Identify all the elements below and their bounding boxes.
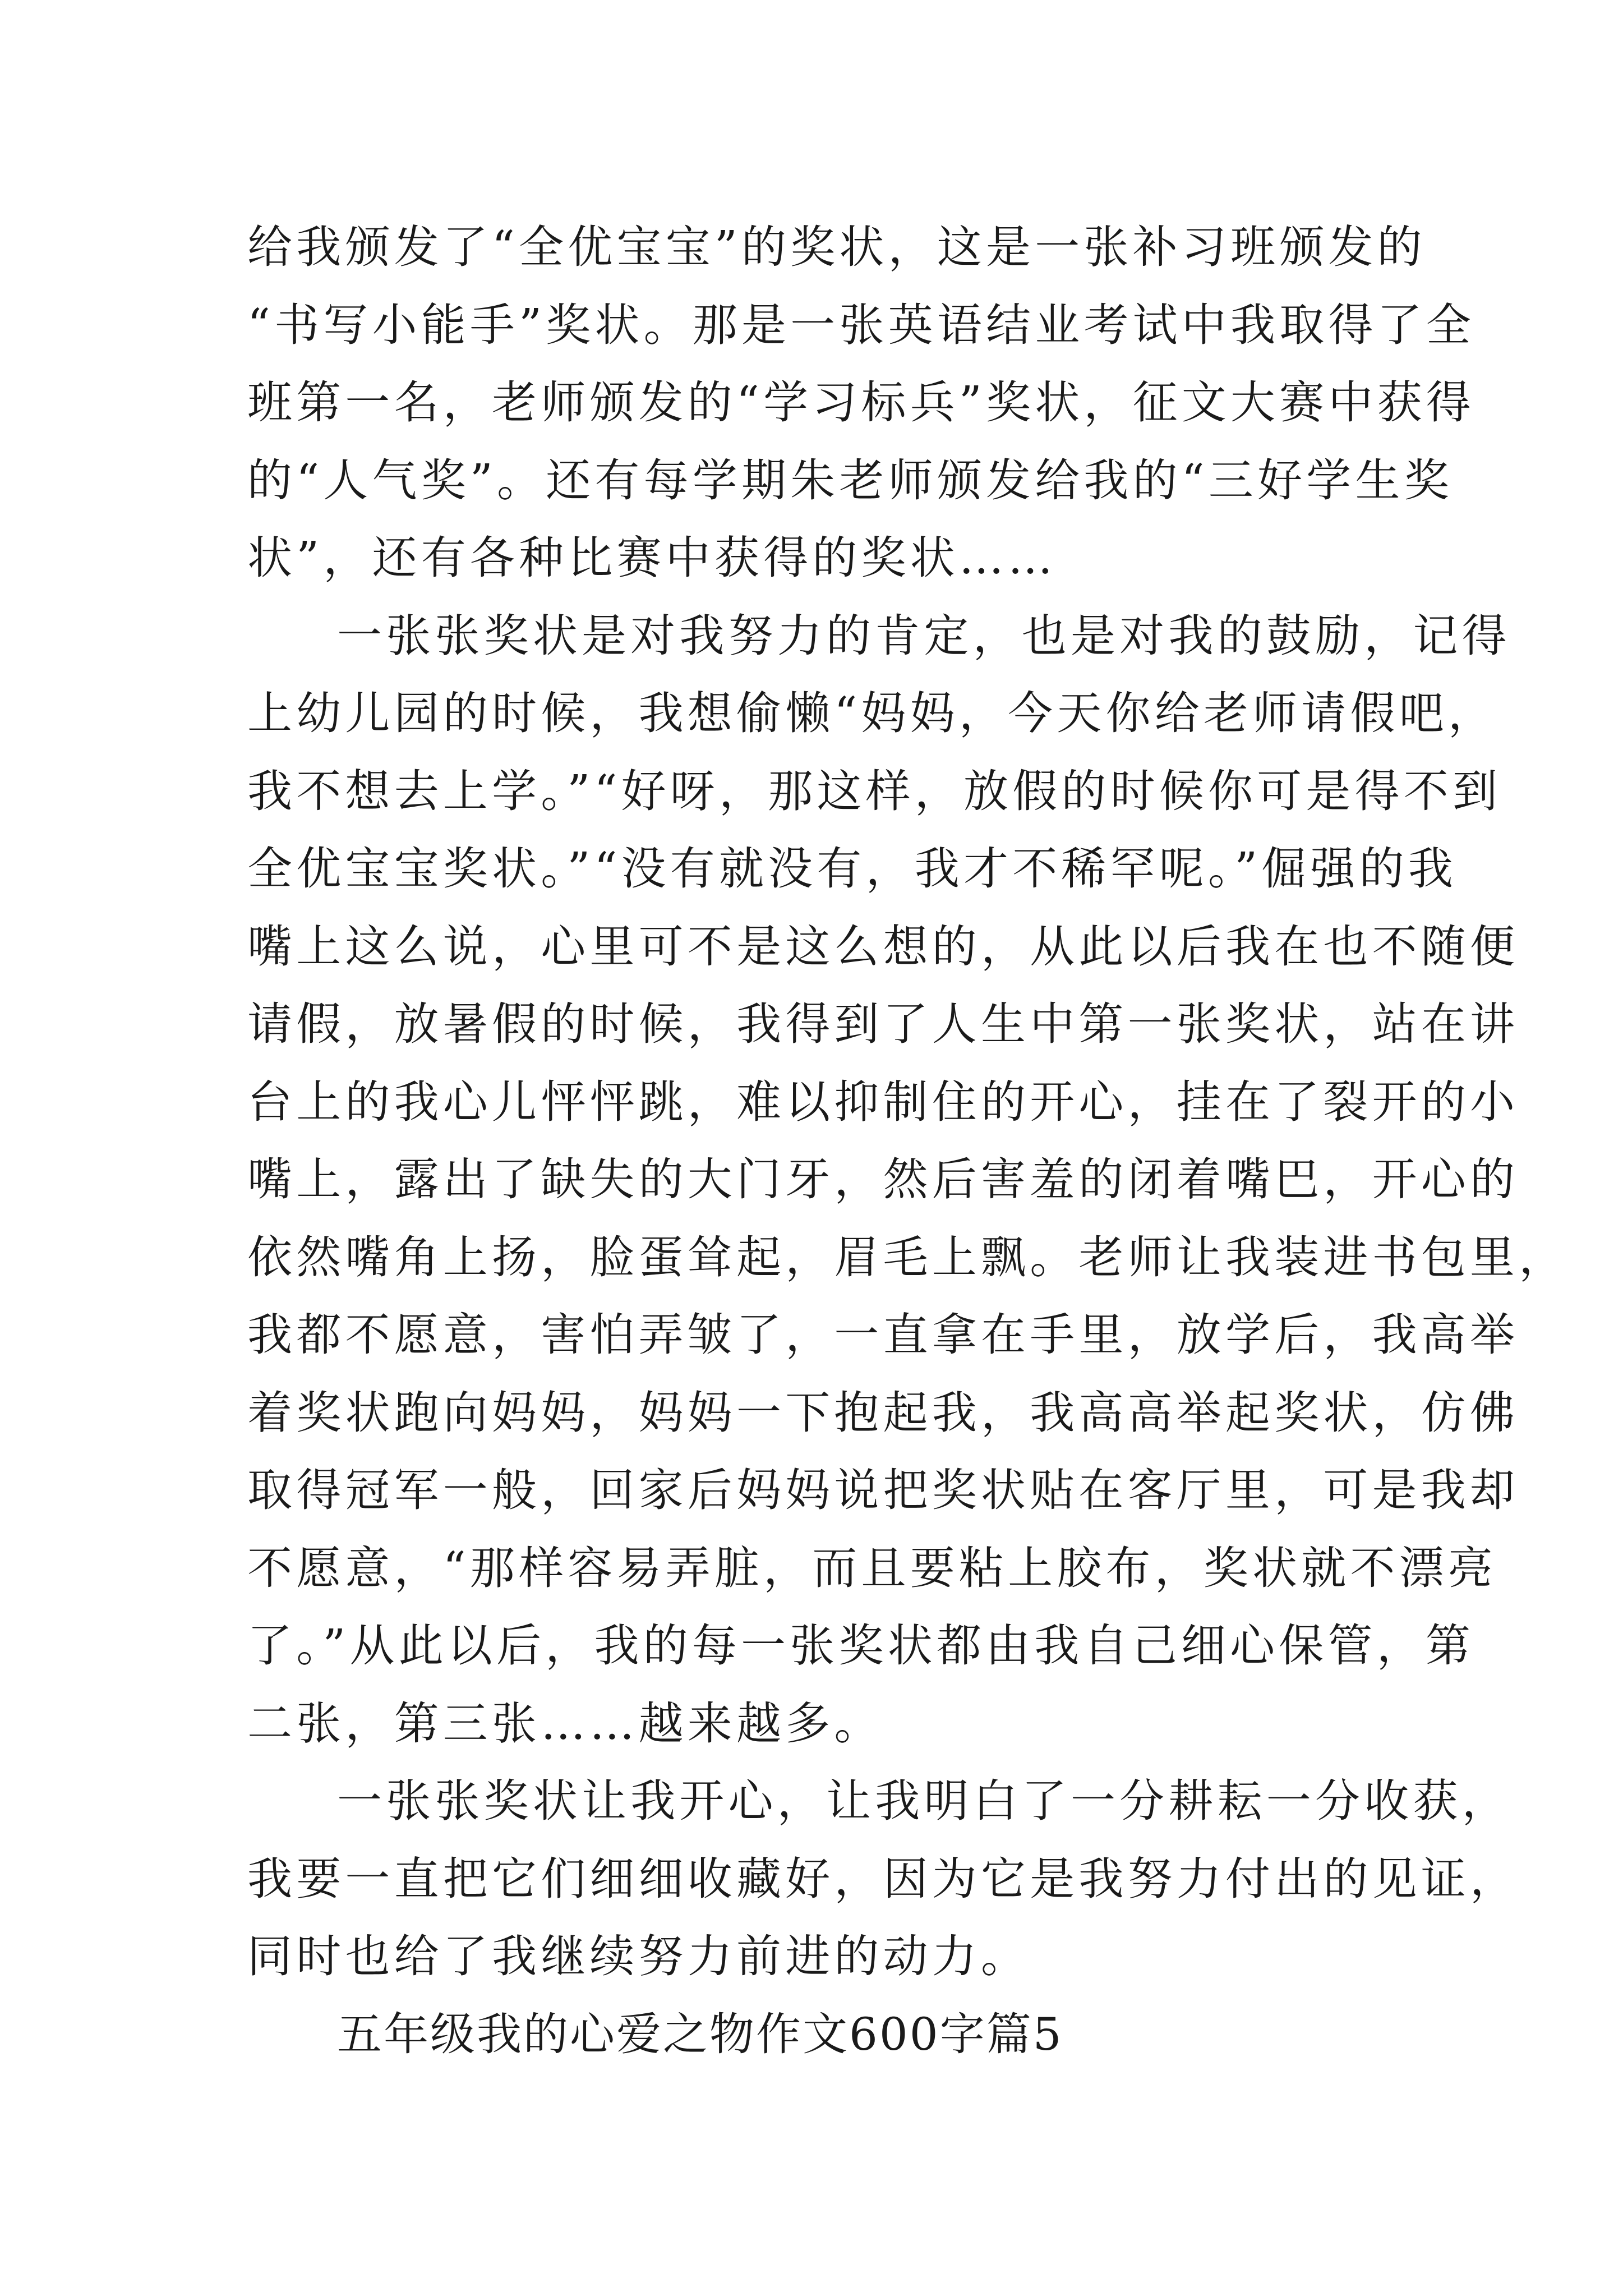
paragraph-2-line-7: 台上的我心儿怦怦跳，难以抑制住的开心，挂在了裂开的小 <box>247 1075 1519 1128</box>
paragraph-2-line-13: 不愿意，“那样容易弄脏，而且要粘上胶布，奖状就不漂亮 <box>247 1542 1497 1594</box>
paragraph-2-line-1: 一张张奖状是对我努力的肯定，也是对我的鼓励，记得 <box>337 609 1511 662</box>
section-heading: 五年级我的心爱之物作文600字篇5 <box>337 2008 1063 2060</box>
paragraph-1-line-3: 班第一名，老师颁发的“学习标兵”奖状，征文大赛中获得 <box>247 376 1475 429</box>
paragraph-2-line-3: 我不想去上学。”“好呀，那这样，放假的时候你可是得不到 <box>247 765 1502 817</box>
paragraph-2-line-14: 了。”从此以后，我的每一张奖状都由我自己细心保管，第 <box>247 1619 1475 1672</box>
paragraph-2-line-9: 依然嘴角上扬，脸蛋耸起，眉毛上飘。老师让我装进书包里， <box>247 1231 1568 1283</box>
document-body <box>247 209 1568 2073</box>
paragraph-3-line-3: 同时也给了我继续努力前进的动力。 <box>247 1930 1030 1982</box>
paragraph-1-line-1: 给我颁发了“全优宝宝”的奖状，这是一张补习班颁发的 <box>247 221 1426 273</box>
paragraph-2-line-12: 取得冠军一般，回家后妈妈说把奖状贴在客厅里，可是我却 <box>247 1464 1519 1516</box>
paragraph-1-line-5: 状”，还有各种比赛中获得的奖状…… <box>247 532 1057 584</box>
paragraph-1-line-4: 的“人气奖”。还有每学期朱老师颁发给我的“三好学生奖 <box>247 454 1453 507</box>
paragraph-2-line-4: 全优宝宝奖状。”“没有就没有，我才不稀罕呢。”倔强的我 <box>247 843 1458 895</box>
paragraph-3-line-2: 我要一直把它们细细收藏好，因为它是我努力付出的见证， <box>247 1852 1519 1905</box>
paragraph-2-line-8: 嘴上，露出了缺失的大门牙，然后害羞的闭着嘴巴，开心的 <box>247 1153 1519 1205</box>
paragraph-2-line-11: 着奖状跑向妈妈，妈妈一下抱起我，我高高举起奖状，仿佛 <box>247 1386 1519 1439</box>
paragraph-2-line-5: 嘴上这么说，心里可不是这么想的，从此以后我在也不随便 <box>247 920 1519 973</box>
paragraph-3-line-1: 一张张奖状让我开心，让我明白了一分耕耘一分收获， <box>337 1775 1511 1827</box>
paragraph-2-line-2: 上幼儿园的时候，我想偷懒“妈妈，今天你给老师请假吧， <box>247 687 1497 739</box>
paragraph-2-line-10: 我都不愿意，害怕弄皱了，一直拿在手里，放学后，我高举 <box>247 1309 1519 1361</box>
paragraph-2-line-15: 二张，第三张……越来越多。 <box>247 1697 883 1750</box>
paragraph-1-line-2: “书写小能手”奖状。那是一张英语结业考试中我取得了全 <box>247 298 1475 351</box>
paragraph-2-line-6: 请假，放暑假的时候，我得到了人生中第一张奖状，站在讲 <box>247 998 1519 1050</box>
